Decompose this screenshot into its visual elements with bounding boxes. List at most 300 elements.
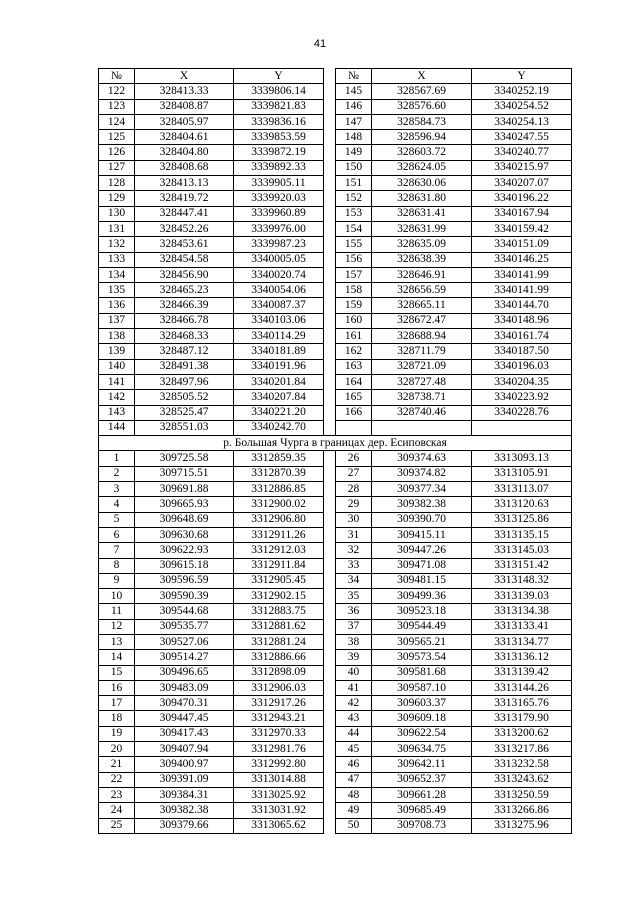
cell-x-left: 309400.97 (135, 757, 234, 772)
cell-number-right: 146 (336, 99, 372, 114)
coordinates-block-1 (99, 84, 572, 436)
cell-x-right: 328603.72 (372, 145, 472, 160)
cell-y-left: 3312906.03 (234, 680, 324, 695)
cell-number-right: 161 (336, 329, 372, 344)
table-row (99, 252, 572, 267)
cell-x-left: 309384.31 (135, 787, 234, 802)
cell-y-left: 3339976.00 (234, 221, 324, 236)
cell-y-left: 3312859.35 (234, 451, 324, 466)
cell-number-left: 13 (99, 634, 135, 649)
cell-number-right: 158 (336, 283, 372, 298)
page-number: 41 (313, 38, 327, 50)
table-row (99, 283, 572, 298)
column-gap (324, 482, 336, 497)
cell-y-right: 3313165.76 (472, 696, 572, 711)
cell-x-left: 309447.45 (135, 711, 234, 726)
cell-number-left: 22 (99, 772, 135, 787)
cell-x-right: 328638.39 (372, 252, 472, 267)
cell-x-right: 328631.99 (372, 221, 472, 236)
cell-number-left: 143 (99, 405, 135, 420)
column-gap (324, 742, 336, 757)
cell-x-left: 309417.43 (135, 726, 234, 741)
cell-y-right (472, 420, 572, 435)
cell-x-left: 309622.93 (135, 543, 234, 558)
cell-number-left: 3 (99, 482, 135, 497)
cell-y-left: 3339892.33 (234, 160, 324, 175)
cell-number-left: 24 (99, 803, 135, 818)
cell-number-right: 42 (336, 696, 372, 711)
cell-number-left: 135 (99, 283, 135, 298)
header-y-right: Y (472, 69, 572, 84)
cell-x-right: 328624.05 (372, 160, 472, 175)
cell-number-right: 153 (336, 206, 372, 221)
cell-y-right: 3340215.97 (472, 160, 572, 175)
cell-y-right: 3340254.52 (472, 99, 572, 114)
cell-y-right: 3313093.13 (472, 451, 572, 466)
cell-x-left: 328404.61 (135, 130, 234, 145)
cell-number-right: 47 (336, 772, 372, 787)
cell-number-left: 14 (99, 650, 135, 665)
cell-number-left: 144 (99, 420, 135, 435)
table-row (99, 160, 572, 175)
cell-x-left: 309715.51 (135, 466, 234, 481)
cell-y-right: 3313266.86 (472, 803, 572, 818)
header-x-right: X (372, 69, 472, 84)
table-row (99, 114, 572, 129)
cell-x-right: 309544.49 (372, 619, 472, 634)
cell-x-right: 328596.94 (372, 130, 472, 145)
cell-x-right: 328630.06 (372, 176, 472, 191)
cell-number-right: 45 (336, 742, 372, 757)
cell-number-left: 127 (99, 160, 135, 175)
cell-number-right: 151 (336, 176, 372, 191)
table-row (99, 543, 572, 558)
table-row (99, 711, 572, 726)
table-row (99, 313, 572, 328)
table-row (99, 84, 572, 99)
column-gap (324, 466, 336, 481)
cell-number-left: 1 (99, 451, 135, 466)
cell-x-right: 309652.37 (372, 772, 472, 787)
cell-number-right: 36 (336, 604, 372, 619)
cell-y-right: 3313232.58 (472, 757, 572, 772)
column-gap (324, 84, 336, 99)
table-row (99, 573, 572, 588)
cell-x-left: 328405.97 (135, 114, 234, 129)
column-gap (324, 283, 336, 298)
cell-y-left: 3340201.84 (234, 374, 324, 389)
table-row (99, 634, 572, 649)
cell-x-right: 328576.60 (372, 99, 472, 114)
cell-number-left: 122 (99, 84, 135, 99)
cell-x-left: 309615.18 (135, 558, 234, 573)
cell-number-left: 134 (99, 267, 135, 282)
cell-y-left: 3312911.84 (234, 558, 324, 573)
cell-x-right: 309382.38 (372, 497, 472, 512)
cell-y-right: 3340151.09 (472, 237, 572, 252)
column-gap (324, 206, 336, 221)
cell-x-right: 328631.41 (372, 206, 472, 221)
cell-number-left: 141 (99, 374, 135, 389)
cell-y-left: 3312886.66 (234, 650, 324, 665)
cell-x-right: 309499.36 (372, 589, 472, 604)
cell-x-left: 309630.68 (135, 527, 234, 542)
table-header-row (99, 69, 572, 84)
table-row (99, 420, 572, 435)
header-x-left: X (135, 69, 234, 84)
coordinates-block-2 (99, 451, 572, 833)
column-gap (324, 680, 336, 695)
column-gap (324, 390, 336, 405)
cell-y-left: 3312970.33 (234, 726, 324, 741)
column-gap (324, 99, 336, 114)
cell-y-right: 3313250.59 (472, 787, 572, 802)
cell-number-left: 132 (99, 237, 135, 252)
cell-y-right: 3313135.15 (472, 527, 572, 542)
cell-number-right: 30 (336, 512, 372, 527)
table-row (99, 405, 572, 420)
cell-number-right: 159 (336, 298, 372, 313)
cell-x-right: 309377.34 (372, 482, 472, 497)
cell-number-left: 129 (99, 191, 135, 206)
cell-y-right: 3340247.55 (472, 130, 572, 145)
column-gap (324, 344, 336, 359)
cell-x-right: 309609.18 (372, 711, 472, 726)
cell-x-right: 309581.68 (372, 665, 472, 680)
cell-x-left: 328466.78 (135, 313, 234, 328)
cell-number-right: 163 (336, 359, 372, 374)
table-row (99, 99, 572, 114)
column-gap (324, 818, 336, 833)
cell-number-left: 25 (99, 818, 135, 833)
cell-y-left: 3340103.06 (234, 313, 324, 328)
table-row (99, 466, 572, 481)
cell-number-right: 148 (336, 130, 372, 145)
cell-y-left: 3339920.03 (234, 191, 324, 206)
table-row (99, 726, 572, 741)
column-gap (324, 405, 336, 420)
cell-y-left: 3340181.89 (234, 344, 324, 359)
cell-y-left: 3312917.26 (234, 696, 324, 711)
cell-number-right: 154 (336, 221, 372, 236)
cell-number-left: 126 (99, 145, 135, 160)
cell-x-right: 309523.18 (372, 604, 472, 619)
cell-y-right: 3313139.03 (472, 589, 572, 604)
cell-y-right: 3313113.07 (472, 482, 572, 497)
table-row (99, 145, 572, 160)
table-row (99, 374, 572, 389)
cell-x-right: 309447.26 (372, 543, 472, 558)
cell-y-left: 3313014.88 (234, 772, 324, 787)
table-row (99, 558, 572, 573)
table-row (99, 772, 572, 787)
column-gap (324, 527, 336, 542)
cell-y-right: 3313134.38 (472, 604, 572, 619)
cell-number-right: 46 (336, 757, 372, 772)
cell-number-right: 26 (336, 451, 372, 466)
table-row (99, 650, 572, 665)
cell-x-left: 309691.88 (135, 482, 234, 497)
cell-number-left: 5 (99, 512, 135, 527)
cell-number-left: 9 (99, 573, 135, 588)
cell-number-right: 166 (336, 405, 372, 420)
cell-number-left: 21 (99, 757, 135, 772)
cell-x-right: 309565.21 (372, 634, 472, 649)
table-row (99, 818, 572, 833)
cell-number-right: 43 (336, 711, 372, 726)
cell-y-right: 3313148.32 (472, 573, 572, 588)
cell-y-left: 3312906.80 (234, 512, 324, 527)
column-gap (324, 711, 336, 726)
header-number-right: № (336, 69, 372, 84)
cell-y-right: 3340187.50 (472, 344, 572, 359)
cell-number-right: 155 (336, 237, 372, 252)
cell-number-right (336, 420, 372, 435)
cell-number-right: 33 (336, 558, 372, 573)
cell-x-right: 328738.71 (372, 390, 472, 405)
cell-y-left: 3340005.05 (234, 252, 324, 267)
cell-x-left: 328413.33 (135, 84, 234, 99)
cell-y-left: 3312902.15 (234, 589, 324, 604)
column-gap (324, 497, 336, 512)
cell-x-left: 309648.69 (135, 512, 234, 527)
column-gap (324, 589, 336, 604)
cell-x-left: 328447.41 (135, 206, 234, 221)
cell-x-left: 328413.13 (135, 176, 234, 191)
cell-y-left: 3339905.11 (234, 176, 324, 191)
cell-y-right: 3340167.94 (472, 206, 572, 221)
cell-y-right: 3340146.25 (472, 252, 572, 267)
cell-y-right: 3313136.12 (472, 650, 572, 665)
table-row (99, 757, 572, 772)
cell-x-left: 328551.03 (135, 420, 234, 435)
column-gap (324, 329, 336, 344)
cell-number-left: 20 (99, 742, 135, 757)
cell-x-right: 328711.79 (372, 344, 472, 359)
cell-number-left: 142 (99, 390, 135, 405)
column-gap (324, 573, 336, 588)
column-gap (324, 130, 336, 145)
cell-y-left: 3312912.03 (234, 543, 324, 558)
cell-y-right: 3340223.92 (472, 390, 572, 405)
cell-x-left: 309527.06 (135, 634, 234, 649)
cell-x-left: 328525.47 (135, 405, 234, 420)
cell-number-left: 18 (99, 711, 135, 726)
cell-number-right: 160 (336, 313, 372, 328)
cell-x-right: 328688.94 (372, 329, 472, 344)
table-row (99, 176, 572, 191)
cell-number-right: 152 (336, 191, 372, 206)
table-row (99, 221, 572, 236)
cell-x-right: 309481.15 (372, 573, 472, 588)
cell-x-right: 309642.11 (372, 757, 472, 772)
cell-x-right: 309573.54 (372, 650, 472, 665)
cell-y-right: 3340159.42 (472, 221, 572, 236)
cell-x-left: 309590.39 (135, 589, 234, 604)
cell-y-right: 3340196.22 (472, 191, 572, 206)
cell-number-left: 124 (99, 114, 135, 129)
column-gap (324, 451, 336, 466)
cell-y-left: 3339806.14 (234, 84, 324, 99)
column-gap (324, 298, 336, 313)
cell-y-right: 3340161.74 (472, 329, 572, 344)
cell-number-left: 123 (99, 99, 135, 114)
cell-y-left: 3340191.96 (234, 359, 324, 374)
cell-y-right: 3340204.35 (472, 374, 572, 389)
cell-x-right: 328727.48 (372, 374, 472, 389)
cell-x-right: 309603.37 (372, 696, 472, 711)
cell-x-right: 309685.49 (372, 803, 472, 818)
cell-number-left: 17 (99, 696, 135, 711)
cell-y-right: 3313145.03 (472, 543, 572, 558)
cell-y-right: 3340148.96 (472, 313, 572, 328)
cell-x-left: 309483.09 (135, 680, 234, 695)
column-gap (324, 191, 336, 206)
table-row (99, 191, 572, 206)
cell-y-right: 3313243.62 (472, 772, 572, 787)
cell-x-right: 309415.11 (372, 527, 472, 542)
cell-y-left: 3312881.62 (234, 619, 324, 634)
cell-x-right: 328635.09 (372, 237, 472, 252)
cell-number-left: 7 (99, 543, 135, 558)
column-gap (324, 512, 336, 527)
cell-x-right: 309390.70 (372, 512, 472, 527)
cell-x-right: 328672.47 (372, 313, 472, 328)
cell-number-right: 165 (336, 390, 372, 405)
cell-x-right (372, 420, 472, 435)
cell-number-right: 32 (336, 543, 372, 558)
cell-y-left: 3312911.26 (234, 527, 324, 542)
table-row (99, 803, 572, 818)
cell-y-left: 3340221.20 (234, 405, 324, 420)
column-gap (324, 665, 336, 680)
cell-y-right: 3313120.63 (472, 497, 572, 512)
cell-y-left: 3312870.39 (234, 466, 324, 481)
cell-y-left: 3312886.85 (234, 482, 324, 497)
cell-y-right: 3313134.77 (472, 634, 572, 649)
cell-y-right: 3313144.26 (472, 680, 572, 695)
column-gap (324, 787, 336, 802)
cell-y-left: 3312883.75 (234, 604, 324, 619)
cell-number-left: 131 (99, 221, 135, 236)
column-gap (324, 160, 336, 175)
table-row (99, 298, 572, 313)
cell-x-right: 309622.54 (372, 726, 472, 741)
column-gap (324, 374, 336, 389)
cell-x-left: 309379.66 (135, 818, 234, 833)
cell-y-left: 3340207.84 (234, 390, 324, 405)
cell-x-left: 309470.31 (135, 696, 234, 711)
cell-number-right: 41 (336, 680, 372, 695)
section-heading-body (99, 436, 572, 451)
cell-y-right: 3313105.91 (472, 466, 572, 481)
cell-number-left: 19 (99, 726, 135, 741)
table-row (99, 696, 572, 711)
column-gap (324, 69, 336, 84)
table-row (99, 267, 572, 282)
cell-number-right: 39 (336, 650, 372, 665)
cell-y-left: 3340087.37 (234, 298, 324, 313)
cell-x-left: 328419.72 (135, 191, 234, 206)
cell-y-left: 3340020.74 (234, 267, 324, 282)
cell-x-right: 328567.69 (372, 84, 472, 99)
cell-x-right: 309471.08 (372, 558, 472, 573)
cell-number-left: 125 (99, 130, 135, 145)
column-gap (324, 696, 336, 711)
cell-y-left: 3339836.16 (234, 114, 324, 129)
cell-x-right: 309634.75 (372, 742, 472, 757)
cell-number-left: 140 (99, 359, 135, 374)
column-gap (324, 267, 336, 282)
cell-number-left: 136 (99, 298, 135, 313)
cell-number-right: 27 (336, 466, 372, 481)
cell-y-right: 3340196.03 (472, 359, 572, 374)
cell-x-left: 309496.65 (135, 665, 234, 680)
cell-y-left: 3312981.76 (234, 742, 324, 757)
cell-x-left: 328456.90 (135, 267, 234, 282)
cell-x-left: 328453.61 (135, 237, 234, 252)
cell-number-left: 11 (99, 604, 135, 619)
table-row (99, 482, 572, 497)
cell-y-right: 3313151.42 (472, 558, 572, 573)
cell-y-right: 3313275.96 (472, 818, 572, 833)
table-row (99, 451, 572, 466)
cell-x-right: 328656.59 (372, 283, 472, 298)
table-row (99, 344, 572, 359)
cell-x-left: 328505.52 (135, 390, 234, 405)
cell-number-right: 147 (336, 114, 372, 129)
cell-x-left: 309407.94 (135, 742, 234, 757)
cell-number-right: 35 (336, 589, 372, 604)
column-gap (324, 114, 336, 129)
table-row (99, 206, 572, 221)
cell-number-right: 162 (336, 344, 372, 359)
cell-x-right: 328721.09 (372, 359, 472, 374)
table-row (99, 604, 572, 619)
table-row (99, 497, 572, 512)
cell-number-right: 156 (336, 252, 372, 267)
column-gap (324, 757, 336, 772)
column-gap (324, 772, 336, 787)
cell-y-right: 3340228.76 (472, 405, 572, 420)
cell-number-left: 16 (99, 680, 135, 695)
cell-number-left: 23 (99, 787, 135, 802)
column-gap (324, 619, 336, 634)
cell-y-right: 3313200.62 (472, 726, 572, 741)
cell-x-left: 309535.77 (135, 619, 234, 634)
column-gap (324, 650, 336, 665)
cell-x-left: 328408.87 (135, 99, 234, 114)
cell-number-left: 6 (99, 527, 135, 542)
cell-number-right: 40 (336, 665, 372, 680)
cell-number-left: 2 (99, 466, 135, 481)
cell-number-right: 157 (336, 267, 372, 282)
cell-number-right: 28 (336, 482, 372, 497)
coordinates-table (98, 68, 572, 834)
cell-y-right: 3340240.77 (472, 145, 572, 160)
cell-number-right: 29 (336, 497, 372, 512)
cell-x-left: 328487.12 (135, 344, 234, 359)
cell-y-right: 3313179.90 (472, 711, 572, 726)
cell-number-right: 49 (336, 803, 372, 818)
cell-x-right: 309661.28 (372, 787, 472, 802)
cell-y-right: 3340144.70 (472, 298, 572, 313)
section-heading-row (99, 436, 572, 451)
table-row (99, 512, 572, 527)
cell-x-right: 328646.91 (372, 267, 472, 282)
cell-y-right: 3340252.19 (472, 84, 572, 99)
column-gap (324, 558, 336, 573)
